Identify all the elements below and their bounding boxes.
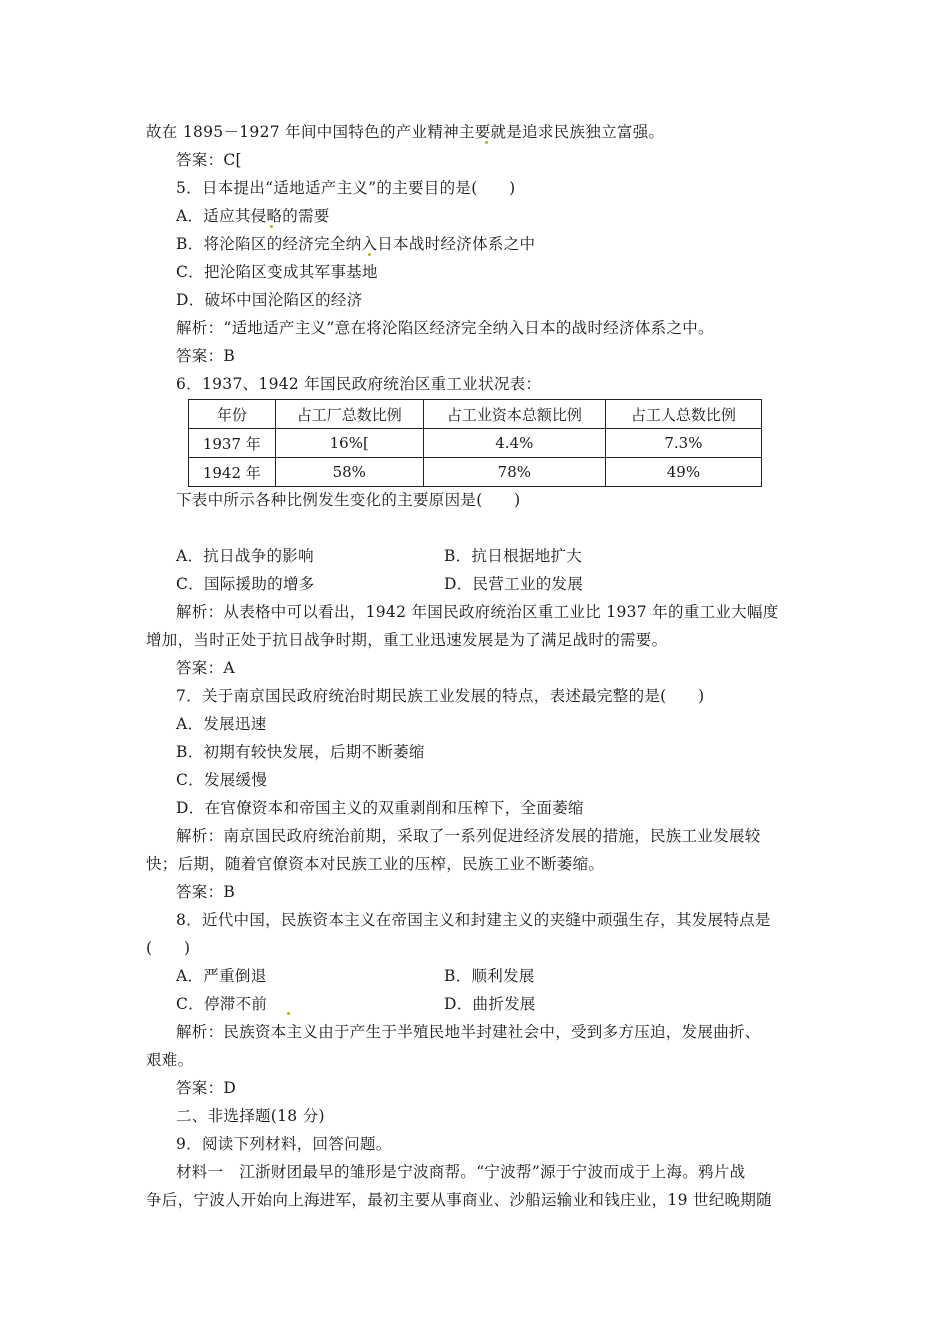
answer-line: 答案：B xyxy=(176,347,236,365)
analysis-line: 艰难。 xyxy=(146,1051,194,1069)
text-line: 故在 1895－1927 年间中国特色的产业精神主要就是追求民族独立富强。 xyxy=(146,123,665,141)
question-8-blank: ( ) xyxy=(146,939,191,957)
mark-dot xyxy=(485,141,488,144)
material-line: 争后，宁波人开始向上海进军，最初主要从事商业、沙船运输业和钱庄业，19 世纪晚期随 xyxy=(146,1191,772,1209)
table-question: 下表中所示各种比例发生变化的主要原因是( ) xyxy=(176,491,521,509)
mark-dot xyxy=(368,253,371,256)
analysis-line: 解析：民族资本主义由于产生于半殖民地半封建社会中，受到多方压迫，发展曲折、 xyxy=(176,1023,761,1041)
question-9: 9．阅读下列材料，回答问题。 xyxy=(176,1135,392,1153)
option-a: A．发展迅速 xyxy=(176,715,267,733)
option-b: B．顺利发展 xyxy=(444,967,535,985)
table-cell: 78% xyxy=(423,458,605,487)
option-c: C．国际援助的增多 xyxy=(176,575,315,593)
table-row xyxy=(189,458,762,487)
table-cell: 16%[ xyxy=(275,429,423,458)
question-5: 5．日本提出“适地适产主义”的主要目的是( ) xyxy=(176,179,516,197)
question-6: 6．1937、1942 年国民政府统治区重工业状况表： xyxy=(176,375,542,393)
question-8: 8．近代中国，民族资本主义在帝国主义和封建主义的夹缝中顽强生存，其发展特点是 xyxy=(176,911,771,929)
table-cell: 1942 年 xyxy=(189,458,276,487)
table-header-cell: 占工人总数比例 xyxy=(605,400,761,429)
table-header-row xyxy=(189,400,762,429)
option-d: D．民营工业的发展 xyxy=(444,575,584,593)
analysis-line: 解析：“适地适产主义”意在将沦陷区经济完全纳入日本的战时经济体系之中。 xyxy=(176,319,714,337)
option-b: B．初期有较快发展，后期不断萎缩 xyxy=(176,743,425,761)
option-c: C．停滞不前 xyxy=(176,995,268,1013)
answer-line: 答案：A xyxy=(176,659,235,677)
question-7: 7．关于南京国民政府统治时期民族工业发展的特点，表述最完整的是( ) xyxy=(176,687,705,705)
table-header-cell: 年份 xyxy=(189,400,276,429)
option-b: B．将沦陷区的经济完全纳入日本战时经济体系之中 xyxy=(176,235,536,253)
mark-dot xyxy=(287,1012,290,1015)
table-cell: 1937 年 xyxy=(189,429,276,458)
table-cell: 7.3% xyxy=(605,429,761,458)
option-a: A．严重倒退 xyxy=(176,967,267,985)
heavy-industry-table xyxy=(188,399,762,487)
table-header-cell: 占工厂总数比例 xyxy=(275,400,423,429)
analysis-line: 增加，当时正处于抗日战争时期，重工业迅速发展是为了满足战时的需要。 xyxy=(146,631,668,649)
analysis-line: 解析：从表格中可以看出，1942 年国民政府统治区重工业比 1937 年的重工业大幅度 xyxy=(176,603,779,621)
option-d: D．破坏中国沦陷区的经济 xyxy=(176,291,363,309)
option-b: B．抗日根据地扩大 xyxy=(444,547,583,565)
answer-line: 答案：D xyxy=(176,1079,237,1097)
option-c: C．把沦陷区变成其军事基地 xyxy=(176,263,378,281)
option-a: A．适应其侵略的需要 xyxy=(176,207,330,225)
answer-line: 答案：C[ xyxy=(176,151,242,169)
table-header-cell: 占工业资本总额比例 xyxy=(423,400,605,429)
option-a: A．抗日战争的影响 xyxy=(176,547,314,565)
option-d: D．在官僚资本和帝国主义的双重剥削和压榨下，全面萎缩 xyxy=(176,799,584,817)
analysis-line: 解析：南京国民政府统治前期，采取了一系列促进经济发展的措施，民族工业发展较 xyxy=(176,827,761,845)
table-cell: 49% xyxy=(605,458,761,487)
mark-dot xyxy=(270,225,273,228)
answer-line: 答案：B xyxy=(176,883,236,901)
analysis-line: 快；后期，随着官僚资本对民族工业的压榨，民族工业不断萎缩。 xyxy=(146,855,605,873)
material-line: 材料一 江浙财团最早的雏形是宁波商帮。“宁波帮”源于宁波而成于上海。鸦片战 xyxy=(176,1163,746,1181)
section-heading: 二、非选择题(18 分) xyxy=(176,1107,325,1125)
option-d: D．曲折发展 xyxy=(444,995,536,1013)
table-cell: 58% xyxy=(275,458,423,487)
table-cell: 4.4% xyxy=(423,429,605,458)
table-row xyxy=(189,429,762,458)
option-c: C．发展缓慢 xyxy=(176,771,268,789)
